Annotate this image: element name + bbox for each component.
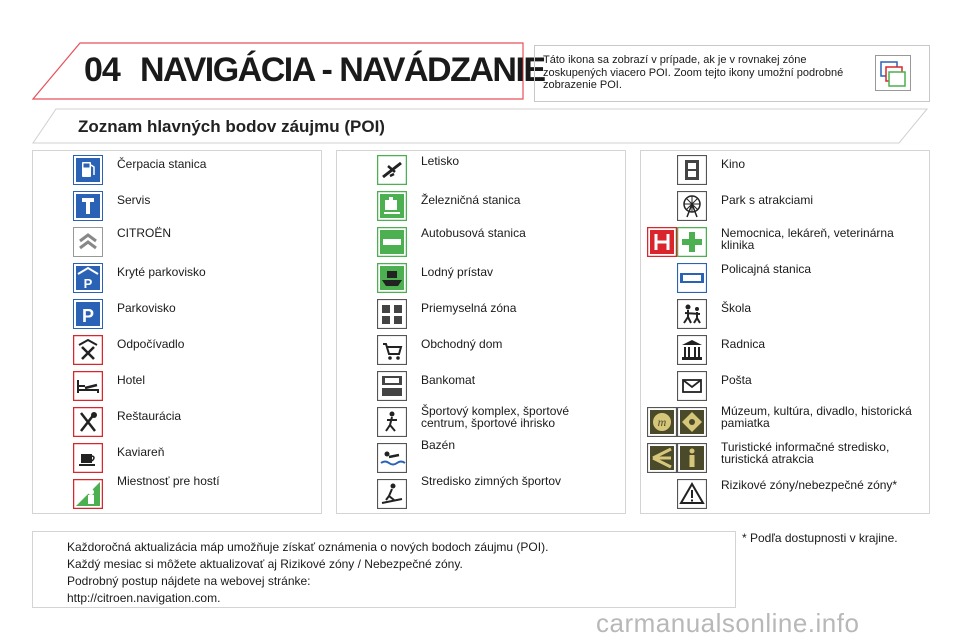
poi-column-1 bbox=[32, 150, 322, 514]
page-title: NAVIGÁCIA - NAVÁDZANIE bbox=[140, 51, 545, 89]
rest-area-icon bbox=[73, 335, 103, 365]
cinema-icon bbox=[677, 155, 707, 185]
poi-label: Bankomat bbox=[421, 373, 476, 387]
watermark: carmanualsonline.info bbox=[596, 608, 860, 638]
atm-icon bbox=[377, 371, 407, 401]
poi-label: Parkovisko bbox=[117, 301, 176, 315]
section-heading bbox=[32, 108, 928, 144]
poi-label: Športový komplex, športové centrum, športové ihrisko bbox=[421, 404, 570, 430]
list-item bbox=[641, 371, 929, 405]
footnote: * Podľa dostupnosti v krajine. bbox=[742, 531, 898, 545]
poi-column-3 bbox=[640, 150, 930, 514]
train-station-icon bbox=[377, 191, 407, 221]
chapter-number: 04 bbox=[84, 51, 120, 89]
poi-label: Bazén bbox=[421, 438, 456, 452]
museum-icon bbox=[647, 407, 677, 437]
poi-label: Policajná stanica bbox=[721, 262, 812, 276]
update-info-line: Každý mesiac si môžete aktualizovať aj Rizikové zóny / Nebezpečné zóny. bbox=[67, 557, 463, 571]
sport-icon bbox=[377, 407, 407, 437]
poi-label: Nemocnica, lekáreň, veterinárna klinika bbox=[721, 226, 894, 252]
poi-label: Kino bbox=[721, 157, 746, 171]
update-info-line: Podrobný postup nájdete na webovej stránke: bbox=[67, 574, 311, 588]
shopping-icon bbox=[377, 335, 407, 365]
restaurant-icon bbox=[73, 407, 103, 437]
service-icon bbox=[73, 191, 103, 221]
list-item bbox=[33, 263, 321, 297]
update-info-text bbox=[67, 539, 548, 607]
hospital-icon bbox=[647, 227, 677, 257]
airport-icon bbox=[377, 155, 407, 185]
poi-label: Rizikové zóny/nebezpečné zóny* bbox=[721, 478, 898, 492]
list-item bbox=[337, 474, 625, 513]
poi-label: Múzeum, kultúra, divadlo, historická pamiatka bbox=[721, 404, 912, 430]
list-item bbox=[337, 263, 625, 297]
website-link[interactable]: http://citroen.navigation.com. bbox=[67, 591, 221, 605]
covered-parking-icon bbox=[73, 263, 103, 293]
update-info-box bbox=[32, 531, 736, 608]
poi-label: Kaviareň bbox=[117, 445, 165, 459]
list-item bbox=[33, 299, 321, 333]
poi-label: Reštaurácia bbox=[117, 409, 182, 423]
poi-label: Autobusová stanica bbox=[421, 226, 526, 240]
citroen-icon bbox=[73, 227, 103, 257]
list-item bbox=[33, 443, 321, 477]
parking-icon bbox=[73, 299, 103, 329]
post-office-icon bbox=[677, 371, 707, 401]
list-item bbox=[33, 474, 321, 513]
poi-label: CITROËN bbox=[117, 226, 171, 240]
list-item bbox=[641, 440, 929, 477]
svg-text:P: P bbox=[83, 276, 93, 291]
list-item bbox=[33, 335, 321, 369]
fuel-icon bbox=[73, 155, 103, 185]
town-hall-icon bbox=[677, 335, 707, 365]
winter-sports-icon bbox=[377, 479, 407, 509]
list-item bbox=[337, 155, 625, 189]
poi-label: Odpočívadlo bbox=[117, 337, 185, 351]
poi-label: Lodný prístav bbox=[421, 265, 494, 279]
list-item bbox=[641, 479, 929, 513]
poi-label: Miestnosť pre hostí bbox=[117, 474, 220, 488]
list-item bbox=[33, 407, 321, 441]
list-item bbox=[33, 227, 321, 261]
poi-label: Letisko bbox=[421, 154, 460, 168]
historic-monument-icon bbox=[677, 407, 707, 437]
swimming-pool-icon bbox=[377, 443, 407, 473]
poi-label: Hotel bbox=[117, 373, 146, 387]
poi-column-2 bbox=[336, 150, 626, 514]
list-item bbox=[337, 404, 625, 441]
section-title: Zoznam hlavných bodov záujmu (POI) bbox=[78, 117, 385, 136]
list-item bbox=[33, 191, 321, 225]
list-item bbox=[641, 299, 929, 333]
ferry-port-icon bbox=[377, 263, 407, 293]
pharmacy-icon bbox=[677, 227, 707, 257]
list-item bbox=[337, 227, 625, 261]
list-item bbox=[337, 191, 625, 225]
cafe-icon bbox=[73, 443, 103, 473]
hotel-icon bbox=[73, 371, 103, 401]
list-item bbox=[641, 335, 929, 369]
list-item bbox=[33, 371, 321, 405]
poi-label: Obchodný dom bbox=[421, 337, 503, 351]
poi-label: Stredisko zimných športov bbox=[421, 474, 562, 488]
poi-label: Čerpacia stanica bbox=[117, 157, 207, 171]
tourist-info-icon bbox=[677, 443, 707, 473]
update-info-line: Každoročná aktualizácia máp umožňuje získať oznámenia o nových bodoch záujmu (POI). bbox=[67, 540, 549, 554]
poi-label: Železničná stanica bbox=[421, 193, 521, 207]
poi-label: Škola bbox=[721, 301, 752, 315]
list-item bbox=[337, 438, 625, 477]
danger-zone-icon bbox=[677, 479, 707, 509]
list-item bbox=[641, 227, 929, 261]
police-icon bbox=[677, 263, 707, 293]
poi-label: Priemyselná zóna bbox=[421, 301, 517, 315]
amusement-park-icon bbox=[677, 191, 707, 221]
poi-label: Pošta bbox=[721, 373, 752, 387]
poi-label: Park s atrakciami bbox=[721, 193, 814, 207]
list-item bbox=[641, 263, 929, 297]
multi-poi-note-text: Táto ikona sa zobrazí v prípade, ak je v rovnakej zóne zoskupených viacero POI. Zoom tejto ikony umožní podrobné zobrazenie POI. bbox=[543, 54, 844, 91]
svg-text:P: P bbox=[81, 306, 95, 326]
list-item bbox=[337, 335, 625, 369]
poi-label: Turistické informačné stredisko, turistická atrakcia bbox=[721, 440, 890, 466]
list-item bbox=[641, 155, 929, 189]
school-icon bbox=[677, 299, 707, 329]
tourist-attraction-icon bbox=[647, 443, 677, 473]
multi-poi-note bbox=[534, 45, 930, 102]
industrial-zone-icon bbox=[377, 299, 407, 329]
chapter-header bbox=[32, 42, 545, 100]
multi-poi-icon bbox=[875, 55, 911, 91]
bus-station-icon bbox=[377, 227, 407, 257]
poi-label: Kryté parkovisko bbox=[117, 265, 206, 279]
list-item bbox=[641, 191, 929, 225]
svg-text:m: m bbox=[657, 415, 667, 429]
poi-label: Servis bbox=[117, 193, 151, 207]
list-item bbox=[337, 299, 625, 333]
list-item bbox=[33, 155, 321, 189]
list-item bbox=[641, 404, 929, 441]
guest-room-icon bbox=[73, 479, 103, 509]
list-item bbox=[337, 371, 625, 405]
poi-label: Radnica bbox=[721, 337, 766, 351]
